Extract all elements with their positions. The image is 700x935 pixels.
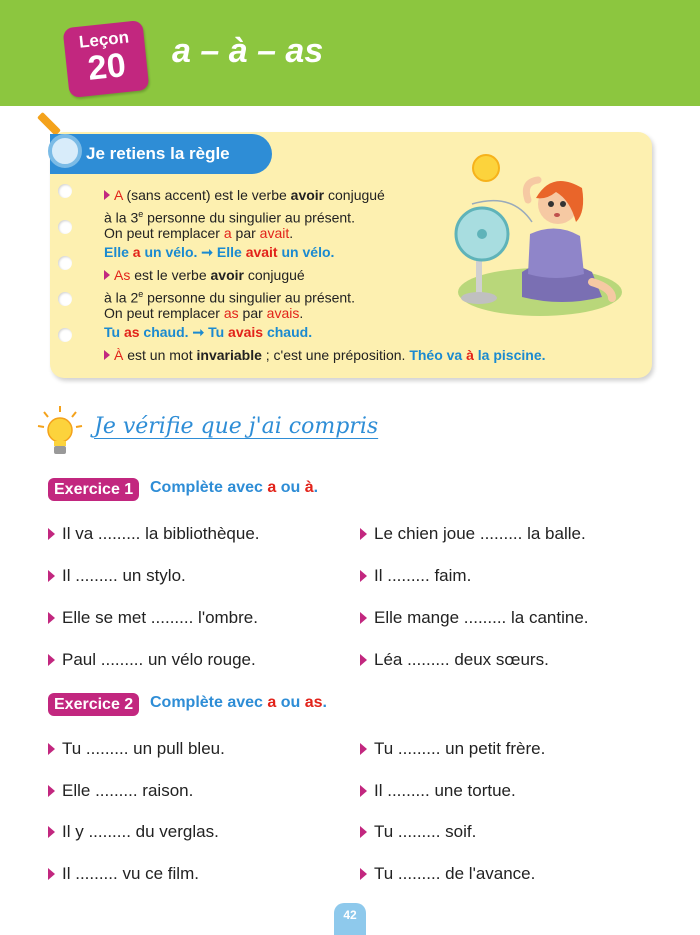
rule-line: On peut remplacer as par avais. [104, 305, 304, 321]
rule-example: Elle a un vélo. ➞ Elle avait un vélo. [104, 244, 335, 260]
exercise-item: Il va ......... la bibliothèque. [48, 524, 260, 544]
binder-ring-icon [58, 220, 72, 234]
exercise-item: Paul ......... un vélo rouge. [48, 650, 256, 670]
magnifier-icon [48, 134, 82, 168]
exercise-2-badge: Exercice 2 [48, 693, 139, 716]
exercise-item: Tu ......... un petit frère. [360, 739, 545, 759]
exercise-item: Le chien joue ......... la balle. [360, 524, 586, 544]
exercise-item: Tu ......... de l'avance. [360, 864, 535, 884]
rule-line: à la 2e personne du singulier au présent. [104, 289, 355, 306]
exercise-item: Léa ......... deux sœurs. [360, 650, 549, 670]
triangle-bullet-icon [360, 528, 367, 540]
triangle-bullet-icon [360, 570, 367, 582]
rule-tab-label: Je retiens la règle [86, 144, 230, 163]
lesson-label: Leçon [78, 27, 130, 52]
exercise-item: Il ......... une tortue. [360, 781, 516, 801]
triangle-bullet-icon [360, 654, 367, 666]
exercise-item: Elle se met ......... l'ombre. [48, 608, 258, 628]
exercise-item: Il ......... faim. [360, 566, 471, 586]
rule-line: A (sans accent) est le verbe avoir conjugué [104, 186, 385, 205]
binder-ring-icon [58, 184, 72, 198]
lightbulb-icon [36, 404, 84, 460]
girl-with-fan-illustration [452, 152, 622, 322]
lesson-number: 20 [86, 46, 128, 88]
exercise-item: Tu ......... un pull bleu. [48, 739, 225, 759]
exercise-item: Il y ......... du verglas. [48, 822, 219, 842]
triangle-bullet-icon [48, 785, 55, 797]
exercise-2-instruction: Complète avec a ou as. [150, 694, 327, 711]
triangle-bullet-icon [48, 868, 55, 880]
lesson-badge [63, 20, 150, 98]
triangle-bullet-icon [104, 270, 110, 280]
triangle-bullet-icon [360, 612, 367, 624]
exercise-item: Il ......... un stylo. [48, 566, 186, 586]
rule-line: As est le verbe avoir conjugué [104, 266, 305, 285]
pencil-icon [37, 112, 61, 136]
triangle-bullet-icon [48, 654, 55, 666]
binder-ring-icon [58, 328, 72, 342]
rule-example: Tu as chaud. ➞ Tu avais chaud. [104, 324, 313, 340]
triangle-bullet-icon [48, 826, 55, 838]
exercise-item: Elle mange ......... la cantine. [360, 608, 589, 628]
triangle-bullet-icon [104, 190, 110, 200]
lesson-title: a – à – as [172, 32, 324, 70]
exercise-1-instruction: Complète avec a ou à. [150, 479, 319, 496]
triangle-bullet-icon [48, 570, 55, 582]
rule-line: À est un mot invariable ; c'est une préposition. Théo va à la piscine. [104, 346, 546, 365]
exercise-1-badge: Exercice 1 [48, 478, 139, 501]
triangle-bullet-icon [48, 743, 55, 755]
triangle-bullet-icon [360, 785, 367, 797]
rule-line: On peut remplacer a par avait. [104, 225, 294, 241]
exercise-item: Il ......... vu ce film. [48, 864, 199, 884]
triangle-bullet-icon [104, 350, 110, 360]
exercise-item: Elle ......... raison. [48, 781, 193, 801]
section-title: Je vérifie que j'ai compris [94, 414, 379, 439]
triangle-bullet-icon [48, 612, 55, 624]
triangle-bullet-icon [360, 826, 367, 838]
triangle-bullet-icon [48, 528, 55, 540]
binder-ring-icon [58, 292, 72, 306]
binder-ring-icon [58, 256, 72, 270]
triangle-bullet-icon [360, 743, 367, 755]
triangle-bullet-icon [360, 868, 367, 880]
exercise-item: Tu ......... soif. [360, 822, 476, 842]
rule-line: à la 3e personne du singulier au présent. [104, 209, 355, 226]
page-number: 42 [334, 903, 366, 935]
